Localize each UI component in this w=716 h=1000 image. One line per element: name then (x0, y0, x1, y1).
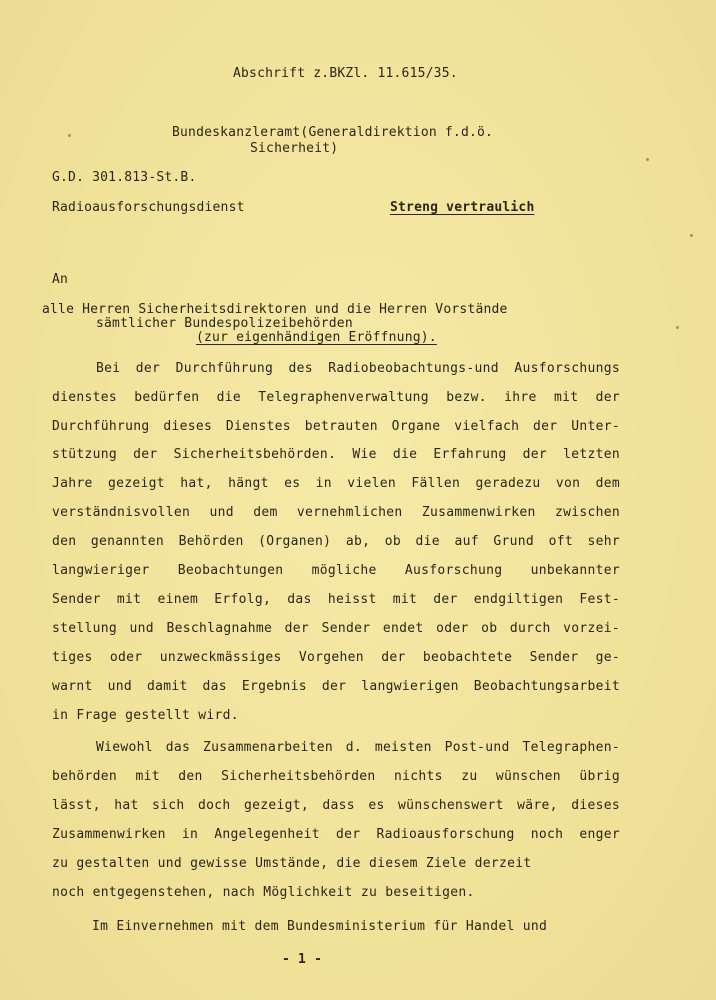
paragraph-1-line: warnt und damit das Ergebnis der langwierigen Beobachtungsarbeit (52, 679, 620, 694)
reference-number: G.D. 301.813-St.B. (52, 170, 197, 185)
paragraph-1-line: den genannten Behörden (Organen) ab, ob die auf Grund oft sehr (52, 534, 620, 549)
page-number: - 1 - (282, 952, 323, 967)
paragraph-2-line: Zusammenwirken in Angelegenheit der Radioausforschung noch enger (52, 827, 620, 842)
paragraph-1-line: Bei der Durchführung des Radiobeobachtungs-und Ausforschungs (96, 361, 620, 376)
paragraph-2-line: lässt, hat sich doch gezeigt, dass es wünschenswert wäre, dieses (52, 798, 620, 813)
recipients-line-2: sämtlicher Bundespolizeibehörden (96, 316, 353, 331)
recipients-line-3: (zur eigenhändigen Eröffnung). (196, 330, 437, 345)
paragraph-2-line: Wiewohl das Zusammenarbeiten d. meisten Post-und Telegraphen- (96, 740, 620, 755)
paragraph-1-line: tiges oder unzweckmässiges Vorgehen der beobachtete Sender ge- (52, 650, 620, 665)
paper-speck (68, 134, 71, 137)
paragraph-1-line: dienstes bedürfen die Telegraphenverwaltung bezw. ihre mit der (52, 390, 620, 405)
paragraph-2-line: noch entgegenstehen, nach Möglichkeit zu beseitigen. (52, 885, 475, 900)
paragraph-1-line: verständnisvollen und dem vernehmlichen Zusammenwirken zwischen (52, 505, 620, 520)
recipients-line-1: alle Herren Sicherheitsdirektoren und die Herren Vorstände (42, 302, 508, 317)
copy-reference: Abschrift z.BKZl. 11.615/35. (233, 66, 458, 81)
department-name: Radioausforschungsdienst (52, 200, 245, 215)
paragraph-1-line: Jahre gezeigt hat, hängt es in vielen Fällen geradezu von dem (52, 476, 620, 491)
issuing-office-line-1: Bundeskanzleramt(Generaldirektion f.d.ö. (172, 125, 494, 140)
paragraph-1-line: langwieriger Beobachtungen mögliche Ausforschung unbekannter (52, 563, 620, 578)
salutation: An (52, 272, 69, 287)
issuing-office-line-2: Sicherheit) (250, 141, 339, 156)
paper-speck (646, 158, 649, 161)
paragraph-1-line: in Frage gestellt wird. (52, 708, 239, 723)
paragraph-1-line: stellung und Beschlagnahme der Sender endet oder ob durch vorzei- (52, 621, 620, 636)
paper-speck (690, 234, 693, 237)
paper-speck (676, 326, 679, 329)
classification-stamp: Streng vertraulich (390, 200, 535, 215)
paragraph-1-line: Durchführung dieses Dienstes betrauten Organe vielfach der Unter- (52, 419, 620, 434)
paragraph-1-line: Sender mit einem Erfolg, das heisst mit der endgiltigen Fest- (52, 592, 620, 607)
paragraph-2-line: zu gestalten und gewisse Umstände, die diesem Ziele derzeit (52, 856, 532, 871)
paragraph-2-line: behörden mit den Sicherheitsbehörden nichts zu wünschen übrig (52, 769, 620, 784)
paragraph-3-line: Im Einvernehmen mit dem Bundesministerium für Handel und (92, 919, 548, 934)
paragraph-1-line: stützung der Sicherheitsbehörden. Wie die Erfahrung der letzten (52, 447, 620, 462)
